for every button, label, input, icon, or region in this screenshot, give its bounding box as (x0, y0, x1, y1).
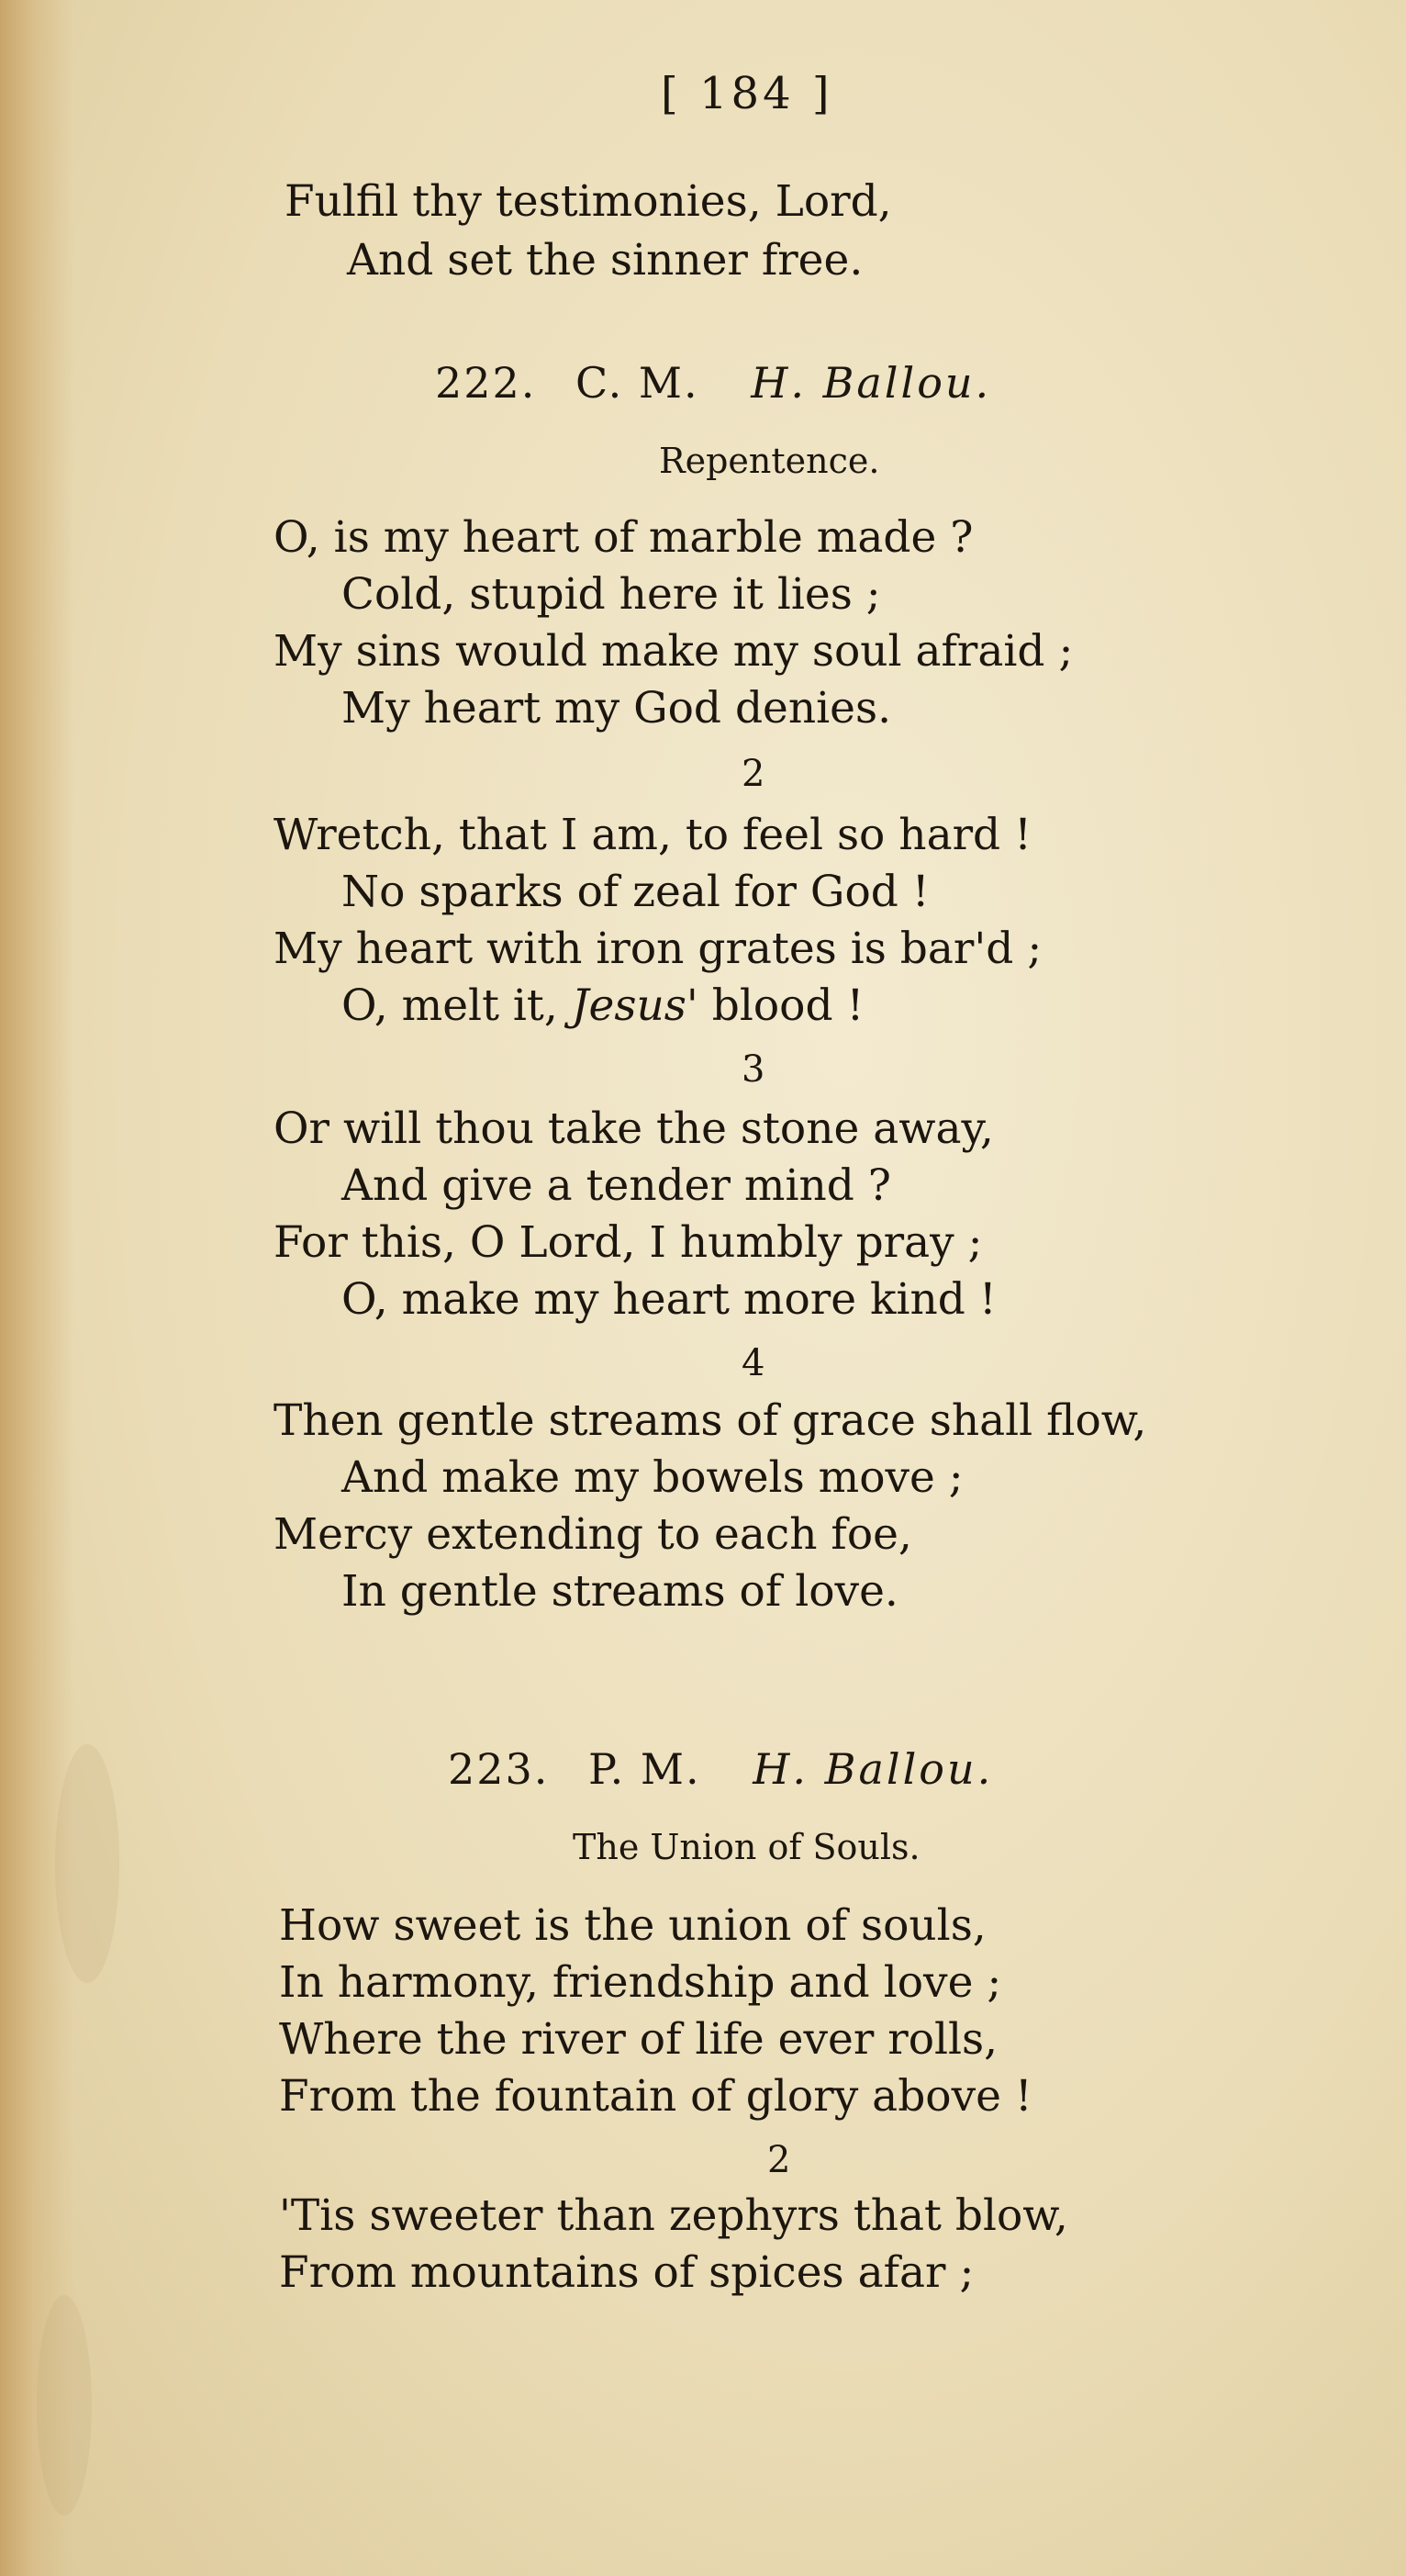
verse-line: No sparks of zeal for God ! (341, 867, 930, 917)
verse-line-part: O, melt it, (341, 980, 558, 1031)
verse-line: Then gentle streams of grace shall flow, (273, 1395, 1147, 1446)
paper-stain (37, 2295, 92, 2515)
verse-number: 4 (742, 1342, 765, 1384)
verse-line: Wretch, that I am, to feel so hard ! (273, 810, 1032, 860)
verse-number: 3 (742, 1048, 765, 1091)
verse-line: In harmony, friendship and love ; (279, 1957, 1002, 2008)
verse-line: Where the river of life ever rolls, (279, 2014, 999, 2065)
hymn-author: H. Ballou. (751, 358, 992, 408)
hymn-heading (435, 358, 991, 408)
verse-line: From the fountain of glory above ! (279, 2071, 1032, 2122)
hymn-author: H. Ballou. (753, 1744, 994, 1794)
hymn-number: 222. (435, 358, 537, 408)
verse-line: Mercy extending to each foe, (273, 1509, 912, 1560)
verse-line (341, 979, 864, 1034)
verse-number: 2 (767, 2139, 791, 2181)
verse-number: 2 (742, 753, 765, 795)
continuation-line: Fulfil thy testimonies, Lord, (285, 176, 892, 227)
hymn-meter: C. M. (575, 358, 699, 408)
verse-line: Or will thou take the stone away, (273, 1103, 994, 1154)
hymn-title: Repentence. (659, 441, 880, 481)
page-edge-shading (0, 0, 73, 2576)
verse-line: O, make my heart more kind ! (341, 1274, 997, 1325)
verse-line-part: blood ! (711, 980, 865, 1031)
verse-line: In gentle streams of love. (341, 1566, 898, 1617)
verse-line: My heart with iron grates is bar'd ; (273, 924, 1043, 974)
verse-line: My sins would make my soul afraid ; (273, 626, 1074, 677)
verse-line: Cold, stupid here it lies ; (341, 569, 881, 620)
verse-line: 'Tis sweeter than zephyrs that blow, (279, 2190, 1068, 2241)
verse-line: How sweet is the union of souls, (279, 1900, 987, 1951)
verse-line: For this, O Lord, I humbly pray ; (273, 1217, 983, 1268)
paper-stain (55, 1744, 119, 1983)
hymn-title: The Union of Souls. (573, 1827, 921, 1867)
verse-line: O, is my heart of marble made ? (273, 512, 974, 563)
verse-line: My heart my God denies. (341, 683, 892, 734)
verse-line: And give a tender mind ? (341, 1160, 891, 1211)
verse-line: From mountains of spices afar ; (279, 2247, 975, 2298)
verse-line-italic: Jesus' (571, 980, 698, 1031)
continuation-line: And set the sinner free. (347, 235, 864, 286)
page-number: [ 184 ] (661, 68, 833, 119)
hymn-meter: P. M. (588, 1744, 701, 1794)
verse-line: And make my bowels move ; (341, 1452, 964, 1503)
hymn-number: 223. (448, 1744, 550, 1794)
hymn-heading (448, 1744, 993, 1794)
